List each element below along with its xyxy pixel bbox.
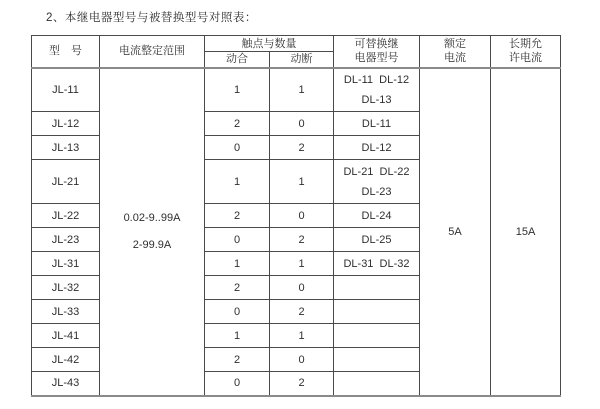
replaceable-line2: DL-23 xyxy=(361,185,392,198)
cell-replaceable: DL-12 xyxy=(334,136,420,160)
header-replaceable xyxy=(334,36,420,68)
cell-replaceable: DL-24 xyxy=(334,204,420,228)
cell-model: JL-43 xyxy=(32,372,100,396)
cell-model: JL-42 xyxy=(32,348,100,372)
cell-contact-no: 1 xyxy=(205,252,270,276)
cell-contact-no: 0 xyxy=(205,372,270,396)
cell-contact-nc: 0 xyxy=(270,204,334,228)
cell-replaceable xyxy=(334,324,420,348)
cell-longterm-current: 15A xyxy=(491,68,561,396)
cell-contact-no: 2 xyxy=(205,112,270,136)
header-contacts: 触点与数量 xyxy=(205,36,334,52)
cell-replaceable: DL-25 xyxy=(334,228,420,252)
replaceable-line1: DL-21 DL-22 xyxy=(343,165,410,178)
cell-contact-nc: 2 xyxy=(270,228,334,252)
table-row-jl-11 xyxy=(32,68,561,112)
header-contact-no: 动合 xyxy=(205,52,270,68)
replaceable-line1: DL-11 DL-12 xyxy=(343,73,410,86)
cell-contact-nc: 0 xyxy=(270,112,334,136)
cell-contact-no: 0 xyxy=(205,136,270,160)
cell-contact-no: 2 xyxy=(205,276,270,300)
cell-model: JL-31 xyxy=(32,252,100,276)
cell-contact-no: 1 xyxy=(205,68,270,112)
cell-contact-no: 2 xyxy=(205,204,270,228)
header-replaceable-line1: 可替换继 xyxy=(354,38,399,51)
cell-model: JL-22 xyxy=(32,204,100,228)
replaceable-line2: DL-13 xyxy=(361,93,392,106)
cell-contact-nc: 2 xyxy=(270,300,334,324)
cell-replaceable xyxy=(334,160,420,204)
cell-model: JL-41 xyxy=(32,324,100,348)
cell-contact-nc: 1 xyxy=(270,252,334,276)
header-model: 型 号 xyxy=(32,36,100,68)
cell-contact-nc: 0 xyxy=(270,348,334,372)
table-header xyxy=(32,36,561,68)
cell-contact-nc: 1 xyxy=(270,324,334,348)
cell-model: JL-11 xyxy=(32,68,100,112)
header-contact-nc: 动断 xyxy=(270,52,334,68)
cell-contact-nc: 0 xyxy=(270,276,334,300)
cell-contact-no: 1 xyxy=(205,324,270,348)
cell-contact-nc: 2 xyxy=(270,136,334,160)
relay-comparison-table xyxy=(31,35,561,397)
header-current-range: 电流整定范围 xyxy=(100,36,205,68)
cell-replaceable: DL-31 DL-32 xyxy=(334,252,420,276)
cell-model: JL-23 xyxy=(32,228,100,252)
header-replaceable-line2: 电器型号 xyxy=(354,52,399,65)
cell-replaceable xyxy=(334,300,420,324)
cell-contact-nc: 1 xyxy=(270,68,334,112)
header-longterm-current xyxy=(491,36,561,68)
cell-contact-nc: 2 xyxy=(270,372,334,396)
current-range-line2: 2-99.9A xyxy=(132,238,172,251)
cell-model: JL-13 xyxy=(32,136,100,160)
cell-contact-no: 2 xyxy=(205,348,270,372)
cell-model: JL-12 xyxy=(32,112,100,136)
header-longterm-line2: 许电流 xyxy=(509,52,542,65)
header-longterm-line1: 长期允 xyxy=(509,38,542,51)
header-rated-line2: 电流 xyxy=(444,52,466,65)
cell-model: JL-21 xyxy=(32,160,100,204)
current-range-line1: 0.02-9..99A xyxy=(123,211,181,224)
cell-replaceable xyxy=(334,372,420,396)
cell-contact-no: 0 xyxy=(205,228,270,252)
header-rated-line1: 额定 xyxy=(444,38,466,51)
cell-current-range xyxy=(100,68,205,396)
cell-model: JL-32 xyxy=(32,276,100,300)
cell-contact-no: 1 xyxy=(205,160,270,204)
cell-replaceable: DL-11 xyxy=(334,112,420,136)
cell-replaceable xyxy=(334,276,420,300)
header-row-1 xyxy=(32,36,561,52)
cell-contact-nc: 1 xyxy=(270,160,334,204)
header-rated-current xyxy=(420,36,491,68)
cell-rated-current: 5A xyxy=(420,68,491,396)
cell-replaceable xyxy=(334,68,420,112)
cell-model: JL-33 xyxy=(32,300,100,324)
table-body xyxy=(32,68,561,396)
section-title: 2、本继电器型号与被替换型号对照表： xyxy=(46,12,257,24)
cell-replaceable xyxy=(334,348,420,372)
cell-contact-no: 0 xyxy=(205,300,270,324)
